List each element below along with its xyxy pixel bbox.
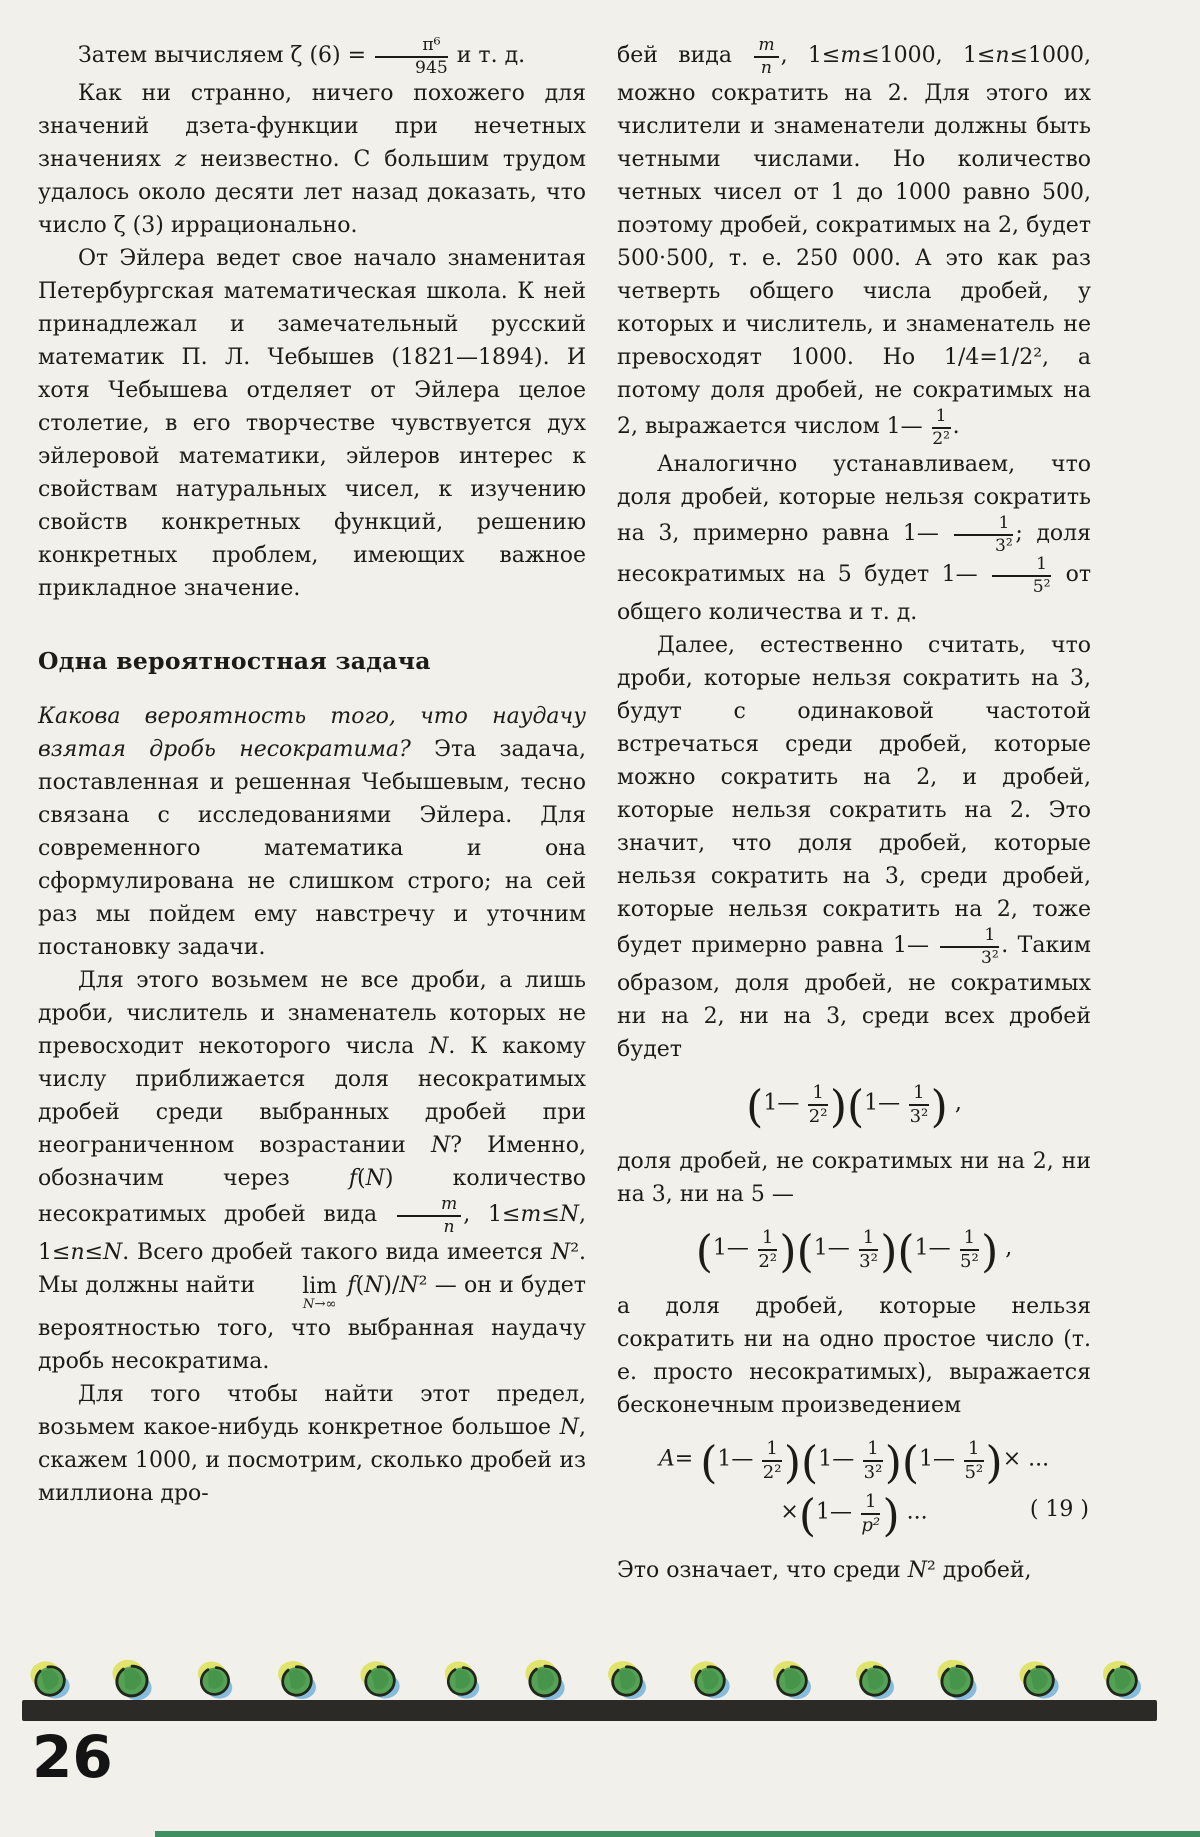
para-problem-statement: Какова вероятность того, что наудачу взятая дробь несократима? Эта задача, поставленная и решенная Чебышевым, тесно связана с исследованиями Эйлера. Для современного математика и она сформулирована не слишком строго; на сей раз мы пойдем ему навстречу и уточним постановку задачи. <box>38 704 586 961</box>
formula-two-factors <box>617 1078 1091 1131</box>
math-italic: m <box>840 42 862 68</box>
fraction: $\frac{1}{\text{5²}}$ <box>959 1227 979 1272</box>
big-paren: ) <box>930 1081 948 1133</box>
formula-three-factors <box>617 1223 1091 1276</box>
math-italic: N <box>399 1273 419 1299</box>
para-concrete-n: Для того чтобы найти этот предел, возьмем какое-нибудь конкретное большое N, скажем 1000, и посмотрим, сколько дробей из миллиона дро- <box>38 1381 586 1506</box>
fraction: $\frac{m}{n}$ <box>397 1195 461 1236</box>
formula-19 <box>617 1434 1091 1540</box>
math-italic: N <box>103 1240 123 1266</box>
big-paren: ) <box>880 1226 898 1278</box>
left-column <box>38 36 586 1510</box>
para-setup: Для этого возьмем не все дроби, а лишь дроби, числитель и знаменатель которых не превосходит некоторого числа N. К какому числу приближается доля несократимых дробей среди выбранных дробей при неограниченном возрастании N? Именно, обозначим через f(N) количество несократимых дробей вида $\frac{m}{n}$ , 1≤m≤N, 1≤n≤N. Всего дробей такого вида имеется N². Мы должны найти lim N→∞ f(N)/N² — он и будет вероятностью того, что выбранная наудачу дробь несократима. <box>38 968 587 1374</box>
pea-icon <box>935 1657 979 1704</box>
math-italic: n <box>995 42 1010 68</box>
para-petersburg-school: От Эйлера ведет свое начало знаменитая Петербургская математическая школа. К ней принадлежал и замечательный русский математик П. Л. Чебышев (1821—1894). И хотя Чебышева отделяет от Эйлера целое столетие, в его творчестве чувствуется дух эйлеровой математики, эйлеров интерес к свойствам натуральных чисел, к изучению свойств конкретных функций, решению конкретных проблем, имеющих важное прикладное значение. <box>38 246 586 602</box>
math-italic: N <box>907 1558 927 1584</box>
right-column <box>617 36 1091 1587</box>
math-italic: A <box>658 1446 675 1472</box>
para-this-means: Это означает, что среди N² дробей, <box>617 1558 1032 1584</box>
pea-icon <box>687 1657 731 1704</box>
fraction: $\frac{1}{\text{3²}}$ <box>863 1438 883 1483</box>
big-paren: ) <box>884 1437 902 1489</box>
equation-number: ( 19 ) <box>1029 1497 1089 1523</box>
para-infinite-product-intro: а доля дробей, которые нельзя сократить ни на одно простое число (т. е. просто несократимых), выражается бесконечным произведением <box>617 1294 1091 1419</box>
pea-icon <box>772 1659 812 1702</box>
fraction: $\frac{m}{n}$ <box>754 36 778 77</box>
math-italic: Какова вероятность того, что наудачу взятая дробь несократима? <box>38 704 586 763</box>
math-italic: N <box>559 1414 579 1440</box>
math-italic: f <box>348 1166 358 1192</box>
para-odd-zeta: Как ни странно, ничего похожего для значений дзета-функции при нечетных значениях z неизвестно. С большим трудом удалось около десяти лет назад доказать, что число ζ (3) иррационально. <box>38 81 586 239</box>
big-paren: ( <box>695 1226 713 1278</box>
fraction: $\frac{1}{\text{2²}}$ <box>762 1438 782 1483</box>
formula-line: (1— $\frac{1}{\text{2²}}$ )(1— $\frac{1}{\text{3²}}$ ) , <box>746 1081 962 1133</box>
math-italic: N <box>429 1034 449 1060</box>
limit-operator: lim N→∞ <box>302 1273 338 1312</box>
pea-icon <box>441 1658 484 1703</box>
math-italic: N <box>550 1240 571 1266</box>
big-paren: ( <box>847 1081 865 1133</box>
math-italic: N <box>430 1133 451 1159</box>
page-number: 26 <box>32 1723 113 1791</box>
para-not-2-3-5: доля дробей, не сократимых ни на 2, ни на 3, ни на 5 — <box>617 1149 1091 1208</box>
big-paren: ( <box>801 1437 819 1489</box>
formula-line: ×(1— $\frac{1}{\text{p²}}$ ) ... <box>780 1490 928 1542</box>
formula-line: A= (1— $\frac{1}{\text{2²}}$ )(1— $\frac{1}{\text{3²}}$ )(1— $\frac{1}{\text{5²}}$ )× ... <box>658 1437 1050 1489</box>
fraction: $\frac{1}{\text{3²}}$ <box>909 1082 929 1127</box>
pea-icon <box>277 1659 317 1702</box>
fraction: $\frac{1}{\text{2²}}$ <box>932 406 951 449</box>
big-paren: ) <box>882 1490 900 1542</box>
math-italic: f <box>347 1273 356 1299</box>
pea-icon <box>358 1657 402 1704</box>
para-zeta-6: Затем вычисляем ζ (6) = $\frac{\text{π⁶}}{945}$ и т. д. <box>78 35 526 78</box>
fraction: $\frac{\text{π⁶}}{945}$ <box>375 36 448 77</box>
fraction: $\frac{1}{\text{3²}}$ <box>954 514 1013 555</box>
math-italic: z <box>174 147 187 173</box>
fraction: $\frac{1}{\text{2²}}$ <box>758 1227 778 1272</box>
big-paren: ( <box>746 1081 764 1133</box>
pea-icon <box>28 1657 72 1704</box>
math-italic: N <box>559 1201 579 1227</box>
fraction: $\frac{1}{\text{3²}}$ <box>940 926 999 967</box>
pea-icon <box>1017 1657 1061 1704</box>
big-paren: ) <box>783 1437 802 1489</box>
big-paren: ) <box>829 1081 847 1133</box>
big-paren: ) <box>981 1226 999 1278</box>
pea-icon <box>855 1659 895 1702</box>
fraction: $\frac{1}{\text{p²}}$ <box>861 1491 881 1536</box>
fraction: $\frac{1}{\text{5²}}$ <box>964 1438 984 1483</box>
peas-decoration <box>30 1659 1142 1702</box>
formula-line: (1— $\frac{1}{\text{2²}}$ )(1— $\frac{1}{\text{3²}}$ )(1— $\frac{1}{\text{5²}}$ ) , <box>695 1226 1013 1278</box>
big-paren: ( <box>700 1437 718 1489</box>
pea-icon <box>194 1658 237 1703</box>
para-independence: Далее, естественно считать, что дроби, которые нельзя сократить на 3, будут с одинаковой частотой встречаться среди дробей, которые можно сократить на 2, и дробей, которые нельзя сократить на 2. Это значит, что доля дробей, которые нельзя сократить на 3, среди дробей, которые нельзя сократить на 2, тоже будет примерно равна 1— $\frac{1}{\text{3²}}$ . Таким образом, доля дробей, не сократимых ни на 2, ни на 3, среди всех дробей будет <box>617 633 1091 1063</box>
big-paren: ( <box>897 1226 915 1278</box>
fraction: $\frac{1}{\text{3²}}$ <box>859 1227 878 1272</box>
decorative-rule <box>22 1700 1157 1721</box>
big-paren: ) <box>985 1437 1003 1489</box>
para-analogous: Аналогично устанавливаем, что доля дробей, которые нельзя сократить на 3, примерно равна 1— $\frac{1}{\text{3²}}$ ; доля несократимых на 5 будет 1— $\frac{1}{\text{5²}}$ от общего количества и т. д. <box>617 452 1091 626</box>
para-divisible-by-2: бей вида $\frac{m}{n}$ , 1≤m≤1000, 1≤n≤1000, можно сократить на 2. Для этого их числители и знаменатели должны быть четными числами. Но количество четных чисел от 1 до 1000 равно 500, поэтому дробей, сократимых на 2, будет 500·500, т. е. 250 000. А это как раз четверть общего числа дробей, у которых и числитель, и знаменатель не превосходят 1000. Но 1/4=1/2², а потому доля дробей, не сократимых на 2, выражается числом 1— $\frac{1}{\text{2²}}$ . <box>617 35 1092 449</box>
math-italic: N <box>364 1273 384 1299</box>
bottom-strip <box>155 1831 1200 1837</box>
big-paren: ( <box>798 1490 816 1542</box>
section-heading: Одна вероятностная задача <box>38 647 431 676</box>
pea-icon <box>110 1657 154 1704</box>
pea-icon <box>607 1659 647 1702</box>
fraction: $\frac{1}{\text{5²}}$ <box>992 555 1051 596</box>
math-italic: N <box>365 1166 385 1192</box>
big-paren: ( <box>901 1437 920 1489</box>
fraction: $\frac{1}{\text{2²}}$ <box>808 1082 828 1127</box>
big-paren: ) <box>779 1226 797 1278</box>
math-italic: m <box>520 1201 542 1227</box>
pea-icon <box>1102 1659 1142 1702</box>
pea-icon <box>523 1657 567 1704</box>
big-paren: ( <box>796 1226 814 1278</box>
math-italic: n <box>70 1240 85 1266</box>
